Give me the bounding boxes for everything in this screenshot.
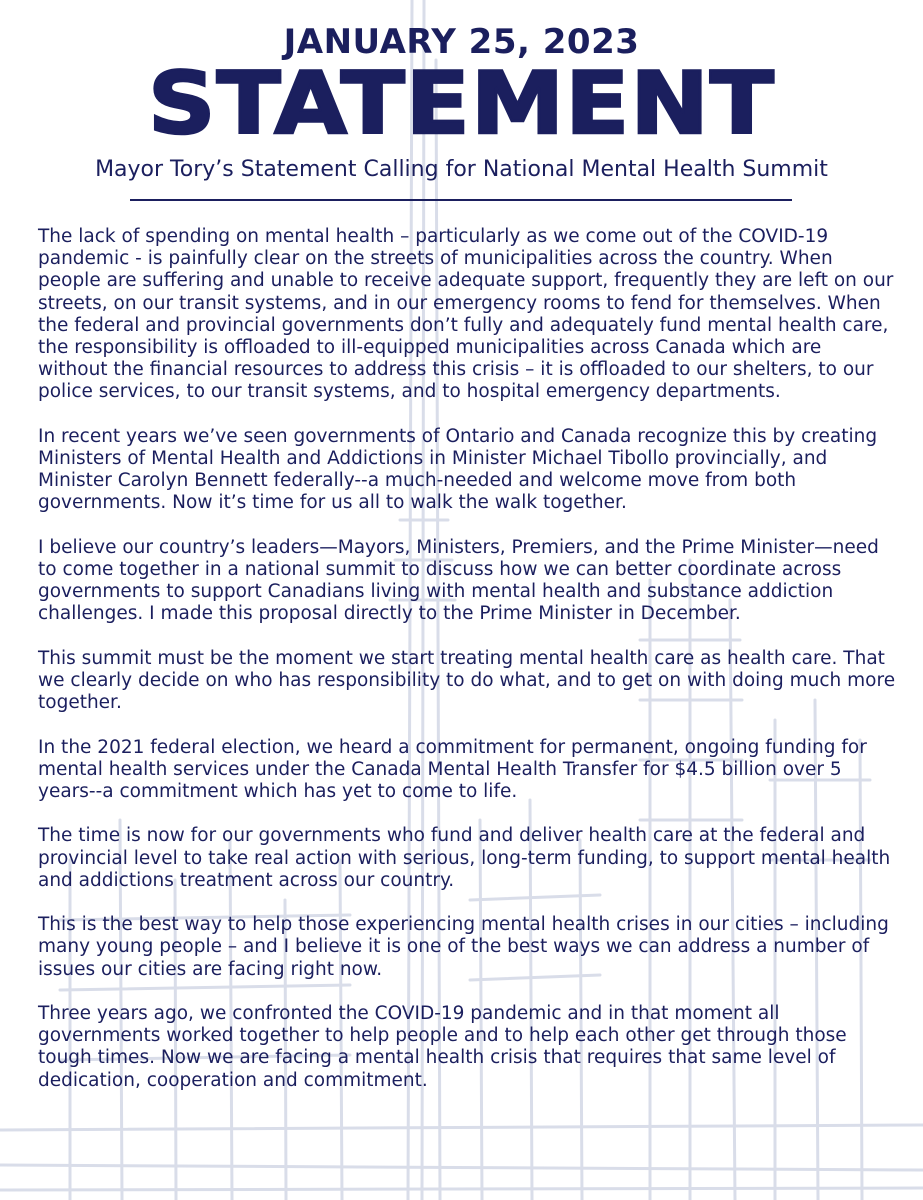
- paragraph-4: This summit must be the moment we start treating mental health care as health care. That we clearly decide on who has responsibility to do what, and to get on with doing much more together.: [38, 647, 896, 714]
- title-divider: [130, 199, 792, 201]
- statement-title: STATEMENT: [148, 54, 775, 154]
- paragraph-8: Three years ago, we confronted the COVID-19 pandemic and in that moment all governments worked together to help people and to help each other get through those tough times. Now we are facing a mental health crisis that requires that same level of dedication, cooperation and commitment.: [38, 1003, 847, 1091]
- paragraph-5: In the 2021 federal election, we heard a commitment for permanent, ongoing funding for mental health services under the Canada Mental Health Transfer for $4.5 billion over 5 years--a commitment which has yet to come to life.: [38, 736, 867, 803]
- paragraph-1: The lack of spending on mental health – particularly as we come out of the COVID-19 pandemic - is painfully clear on the streets of municipalities across the country. When people are suffering and unable to receive adequate support, frequently they are left on our streets, on our transit systems, and in our emergency rooms to fend for themselves. When the federal and provincial governments don’t fully and adequately fund mental health care, the responsibility is offloaded to ill-equipped municipalities across Canada which are without the financial resources to address this crisis – it is offloaded to our shelters, to our police services, to our transit systems, and to hospital emergency departments.: [38, 226, 894, 403]
- statement-body: [38, 226, 896, 1114]
- statement-date: JANUARY 25, 2023: [283, 22, 640, 62]
- statement-subtitle: Mayor Tory’s Statement Calling for National Mental Health Summit: [95, 157, 828, 182]
- paragraph-7: This is the best way to help those experiencing mental health crises in our cities – including many young people – and I believe it is one of the best ways we can address a number of issues our cities are facing right now.: [38, 914, 889, 980]
- paragraph-2: In recent years we’ve seen governments of Ontario and Canada recognize this by creating Ministers of Mental Health and Addictions in Minister Michael Tibollo provincially, and Minister Carolyn Bennett federally--a much-needed and welcome move from both governments. Now it’s time for us all to walk the walk together.: [38, 425, 878, 514]
- paragraph-6: The time is now for our governments who fund and deliver health care at the federal and provincial level to take real action with serious, long-term funding, to support mental health and addictions treatment across our country.: [38, 825, 891, 891]
- paragraph-3: I believe our country’s leaders—Mayors, Ministers, Premiers, and the Prime Minister—need to come together in a national summit to discuss how we can better coordinate across governments to support Canadians living with mental health and substance addiction challenges. I made this proposal directly to the Prime Minister in December.: [38, 536, 879, 625]
